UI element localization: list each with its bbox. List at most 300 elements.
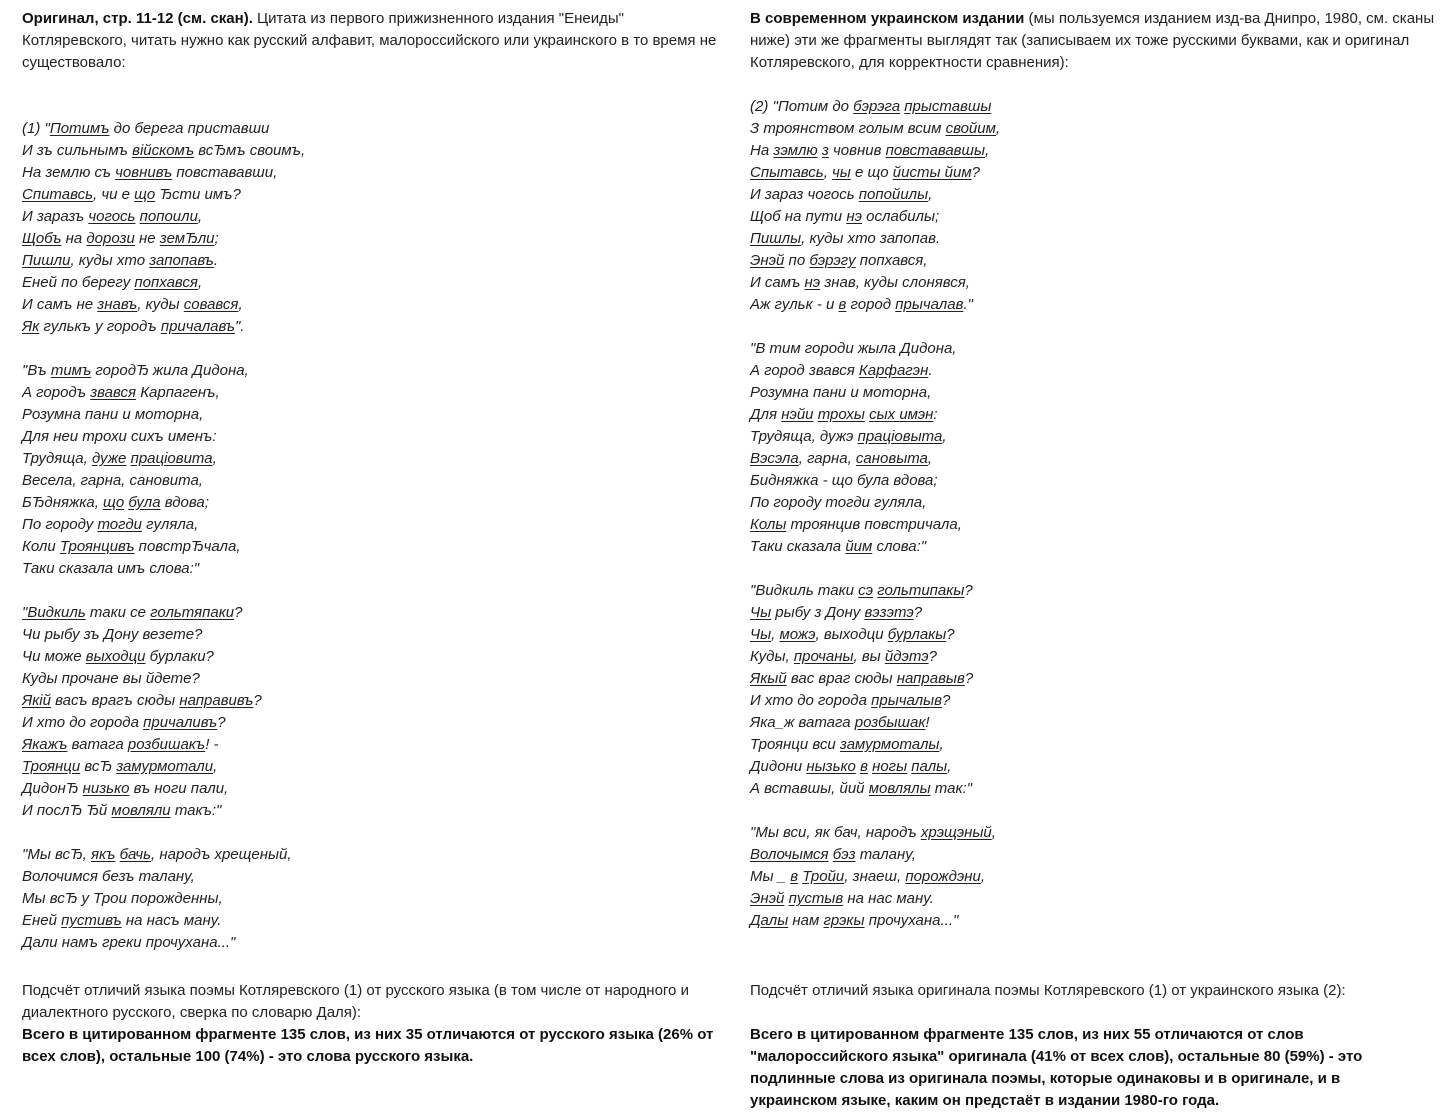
underlined-word: Тройи [802,868,845,885]
line-text: Трудяща, дужэ [750,428,858,445]
line-text: И хто до города [750,692,872,709]
poem-line [22,492,722,514]
poem-line [22,206,722,228]
line-text: Для [750,406,782,423]
underlined-word: можэ [779,626,816,643]
poem-line [22,800,722,822]
line-text: И самъ [750,274,805,291]
poem-line [750,734,1440,756]
line-text: , [823,164,833,181]
poem-line [750,888,1440,910]
line-text: ? [253,692,262,709]
line-text: , [771,626,780,643]
poem-line [750,690,1440,712]
line-text: А город звався [750,362,859,379]
poem-line [22,250,722,272]
stanza [22,602,722,822]
underlined-word: трохы [817,406,865,423]
underlined-word: замурмоталы [839,736,940,753]
line-text: "Мы всЂ, [22,846,92,863]
underlined-word: низько [82,780,130,797]
underlined-word: бэрэгу [809,252,856,269]
line-text: всЂ [80,758,117,775]
underlined-word: попойилы [858,186,929,203]
underlined-word: в [790,868,799,885]
line-text: Розумна пани и моторна, [22,406,204,423]
underlined-word: Потимъ [49,120,110,137]
underlined-word: що [103,494,125,511]
poem-line [22,558,722,580]
line-text: : [933,406,938,423]
poem-line [22,602,722,624]
underlined-word: свойим [945,120,996,137]
poem-line [750,338,1440,360]
line-text: Щоб на пути [750,208,847,225]
line-text: Ђсти имъ? [155,186,241,203]
poem-line [22,294,722,316]
underlined-word: Якажъ [22,736,68,753]
line-text: Коли [22,538,60,555]
right-poem [750,96,1440,932]
line-text: човнив [828,142,886,159]
underlined-word: Якый [750,670,787,687]
underlined-word: Далы [750,912,789,929]
underlined-word: ногы [872,758,908,775]
line-text: ! - [205,736,219,753]
underlined-word: Спитавсь [22,186,93,203]
poem-line [22,360,722,382]
line-text: , [942,428,947,445]
stanza [22,118,722,338]
stanza [750,338,1440,558]
poem-line [750,602,1440,624]
poem-line [750,360,1440,382]
underlined-word: выходци [85,648,146,665]
line-text: городЂ жила Дидона, [91,362,249,379]
line-text: гулькъ у городъ [39,318,161,335]
line-text: Весела, гарна, сановита, [22,472,203,489]
underlined-word: пустыв [788,890,844,907]
underlined-word: сановыта [855,450,928,467]
left-summary-text: Подсчёт отличий языка поэмы Котляревского (1) от русского языка (в том числе от народного и диалектного русского, сверка по словарю Даля): [22,982,689,1021]
line-text: , [238,296,243,313]
poem-line [750,184,1440,206]
poem-line [750,844,1440,866]
underlined-word: працiовита [130,450,213,467]
line-text: И послЂ Ђй [22,802,112,819]
line-text: Мы всЂ у Трои порожденны, [22,890,223,907]
line-text: ? [971,164,980,181]
underlined-word: зэмлю [773,142,818,159]
line-text: Куды прочане вы йдете? [22,670,200,687]
line-text: не [134,230,160,247]
poem-line [750,382,1440,404]
line-text: , [212,450,217,467]
underlined-word: дуже [91,450,127,467]
poem-line [750,778,1440,800]
line-text: З троянством голым всим [750,120,946,137]
line-text: , выходци [815,626,888,643]
poem-line [750,162,1440,184]
line-text: ватага [67,736,128,753]
poem-line [22,932,722,954]
line-text: , [995,120,1001,137]
line-text: . [213,252,219,269]
underlined-word: човнивъ [115,164,173,181]
underlined-word: Карфагэн [858,362,929,379]
poem-line [750,250,1440,272]
underlined-word: Колы [750,516,787,533]
line-text: По городу тогди гуляла, [750,494,927,511]
right-summary-bold: Всего в цитированном фрагменте 135 слов, из них 55 отличаются от слов "малороссийского языка" оригинала (41% от всех слов), остальные 80 (59%) - это подлинные слова из оригинала поэмы, которые одинаковы и в оригинале, и в украинском языке, каким он предстаёт в издании 1980-го года. [750,1026,1363,1109]
poem-line [750,866,1440,888]
line-text: , [939,736,944,753]
line-text: , [197,208,203,225]
underlined-word: була [128,494,161,511]
underlined-word: Пишлы [750,230,802,247]
poem-line [22,756,722,778]
underlined-word: знавъ [97,296,138,313]
poem-line [22,382,722,404]
right-column [750,8,1440,932]
line-text: , знаеш, [844,868,906,885]
poem-line [22,844,722,866]
right-intro-title: В современном украинском издании [750,10,1025,27]
poem-line [750,118,1440,140]
line-text: Таки сказала имъ слова:" [22,560,200,577]
underlined-word: попоили [139,208,198,225]
stanza [750,580,1440,800]
line-text: , [213,758,218,775]
underlined-word: запопавъ [149,252,214,269]
line-text: Карпагенъ, [136,384,220,401]
underlined-word: якъ [91,846,116,863]
line-text: И хто до города [22,714,144,731]
poem-line [750,294,1440,316]
underlined-word: сых имэн [869,406,934,423]
underlined-word: йим [845,538,873,555]
line-text: Куды, [750,648,794,665]
poem-line [750,756,1440,778]
line-text: ДидонЂ [22,780,83,797]
underlined-word: розбишакъ [127,736,206,753]
line-text: Дидони [750,758,807,775]
poem-line [22,272,722,294]
underlined-word: бачь [119,846,152,863]
poem-line [22,668,722,690]
poem-line [22,866,722,888]
left-poem [22,118,722,954]
right-summary-text: Подсчёт отличий языка оригинала поэмы Котляревского (1) от украинского языка (2): [750,982,1346,999]
poem-line [750,228,1440,250]
line-text: васъ врагъ сюды [50,692,180,709]
poem-line [22,470,722,492]
stanza [22,360,722,580]
poem-line [22,228,722,250]
poem-line [22,184,722,206]
line-text: Трудяща, [22,450,92,467]
line-text: , [991,824,996,841]
line-text: ; [214,230,219,247]
underlined-word: йдэтэ [884,648,929,665]
underlined-word: пустивъ [61,912,122,929]
poem-line [750,536,1440,558]
poem-line [750,910,1440,932]
stanza [750,96,1440,316]
line-text: ослабилы; [861,208,940,225]
line-text: И зъ сильнымъ [22,142,133,159]
line-text: Волочимся безъ талану, [22,868,195,885]
line-text: Таки сказала [750,538,846,555]
underlined-word: звався [90,384,137,401]
line-text: Чи рыбу зъ Дону везете? [22,626,203,643]
line-text: Яка_ж ватага [750,714,855,731]
line-text: на нас ману. [843,890,934,907]
underlined-word: направыв [896,670,965,687]
line-text: И зараз чогось [750,186,859,203]
line-text: Еней [22,912,62,929]
line-text: , [947,758,952,775]
line-text: , вы [853,648,885,665]
line-text: прочухана..." [864,912,959,929]
underlined-word: нэйи [781,406,814,423]
line-text: троянцив повстричала, [786,516,962,533]
underlined-word: чогось [88,208,136,225]
underlined-word: "Видкиль [22,604,86,621]
line-text: вдова; [160,494,209,511]
underlined-word: прыставшы [904,98,992,115]
line-text: , [197,274,203,291]
left-intro-title: Оригинал, стр. 11-12 (см. скан). [22,10,253,27]
line-text: По городу [22,516,98,533]
underlined-word: Чы [750,626,772,643]
underlined-word: працiовыта [857,428,943,445]
underlined-word: Вэсэла [750,450,799,467]
left-intro [22,8,722,74]
underlined-word: вэзэтэ [864,604,914,621]
line-text: ? [234,604,243,621]
underlined-word: чы [832,164,851,181]
underlined-word: попхався [134,274,198,291]
line-text: ? [928,648,937,665]
line-text: "Мы вси, як бач, народъ [750,824,921,841]
line-text: повстававши, [172,164,278,181]
line-text: ? [942,692,951,709]
poem-line [22,690,722,712]
underlined-word: хрэщэный [920,824,992,841]
line-text: попхався, [855,252,928,269]
line-text: На [750,142,774,159]
underlined-word: Як [22,318,40,335]
line-text: гуляла, [141,516,199,533]
poem-line [750,426,1440,448]
underlined-word: йисты йим [892,164,972,181]
line-text: . [928,362,933,379]
left-summary-bold: Всего в цитированном фрагменте 135 слов, из них 35 отличаются от русского языка (26% от всех слов), остальные 100 (74%) - это слова русского языка. [22,1026,714,1065]
poem-line [22,712,722,734]
underlined-word: в [838,296,847,313]
line-text: А городъ [22,384,91,401]
line-text: Для неи трохи сихъ именъ: [22,428,217,445]
stanza [22,844,722,954]
line-text: ? [913,604,923,621]
line-text: , куды хто [70,252,150,269]
stanza [750,822,1440,932]
line-text: ". [234,318,245,335]
line-text: ? [217,714,226,731]
poem-line [750,272,1440,294]
line-text: знав, куды слонявся, [820,274,970,291]
underlined-word: земЂли [159,230,215,247]
line-text: "В тим городи жыла Дидона, [750,340,957,357]
poem-line [750,140,1440,162]
underlined-word: причаливъ [143,714,218,731]
line-text: слова:" [872,538,927,555]
line-text: так:" [930,780,973,797]
poem-line [22,624,722,646]
line-text: на [61,230,87,247]
poem-line [22,888,722,910]
underlined-word: причалавъ [160,318,235,335]
line-text: бурлаки? [145,648,214,665]
underlined-word: Энэй [750,252,785,269]
underlined-word: нызько [806,758,856,775]
underlined-word: повстававшы [885,142,986,159]
underlined-word: Чы [750,604,772,621]
poem-line [750,580,1440,602]
poem-line [750,624,1440,646]
line-text: город [846,296,896,313]
poem-line [22,316,722,338]
underlined-word: порождэни [905,868,981,885]
underlined-word: совався [183,296,239,313]
underlined-word: Энэй [750,890,785,907]
poem-line [22,118,722,140]
line-text: И заразъ [22,208,89,225]
line-text: всЂмъ своимъ, [194,142,306,159]
underlined-word: прычалыв [871,692,942,709]
line-text: , чи е [93,186,135,203]
line-text: Аж гульк - и [750,296,839,313]
underlined-word: в [860,758,868,775]
underlined-word: Пишли [22,252,71,269]
line-text: въ ноги пали, [129,780,229,797]
underlined-word: прочаны [793,648,854,665]
poem-line [750,96,1440,118]
poem-line [22,514,722,536]
line-text: , [980,868,986,885]
underlined-word: бурлакы [887,626,947,643]
underlined-word: Волочымся [750,846,829,863]
underlined-word: Спытавсь [750,164,824,181]
underlined-word: з [821,142,829,159]
poem-line [22,734,722,756]
line-text: Троянци вси [750,736,840,753]
underlined-word: Якій [22,692,51,709]
poem-line [22,536,722,558]
line-text: е що [850,164,893,181]
poem-line [22,778,722,800]
line-text: На землю съ [22,164,116,181]
line-text: ." [963,296,973,313]
poem-line [22,404,722,426]
underlined-word: бэз [832,846,856,863]
underlined-word: грэкы [823,912,865,929]
line-text: Еней по берегу [22,274,135,291]
line-text: А вставшы, йий [750,780,869,797]
line-text: Чи може [22,648,86,665]
line-text: , гарна, [798,450,856,467]
line-text: , народъ хрещеный, [151,846,292,863]
line-text: рыбу з Дону [771,604,865,621]
line-text: (2) "Потим до [750,98,854,115]
underlined-word: прычалав [895,296,964,313]
underlined-word: бэрэга [853,98,901,115]
line-text: , куды хто запопав. [801,230,941,247]
line-text: БЂдняжка, [22,494,104,511]
poem-line [22,426,722,448]
poem-line [22,140,722,162]
line-text: до берега приставши [109,120,270,137]
underlined-word: замурмотали [116,758,214,775]
underlined-word: що [134,186,156,203]
line-text: по [784,252,810,269]
underlined-word: тимъ [50,362,92,379]
poem-line [750,206,1440,228]
underlined-word: Троянцивъ [59,538,135,555]
line-text: "Видкиль таки [750,582,859,599]
line-text: Мы _ [750,868,791,885]
line-text: , [927,450,933,467]
underlined-word: мовляли [111,802,171,819]
underlined-word: Щобъ [22,230,62,247]
line-text: , [928,186,933,203]
line-text: вас враг сюды [786,670,897,687]
poem-line [750,448,1440,470]
poem-line [22,448,722,470]
underlined-word: дорози [86,230,135,247]
line-text: ? [964,670,974,687]
line-text: ? [964,582,973,599]
right-intro [750,8,1440,74]
line-text: на насъ ману. [121,912,222,929]
right-summary [750,980,1410,1112]
underlined-word: сэ [858,582,874,599]
line-text: ! [925,714,930,731]
line-text: ? [946,626,955,643]
poem-line [750,822,1440,844]
line-text: (1) " [22,120,50,137]
poem-line [22,162,722,184]
underlined-word: палы [911,758,948,775]
line-text: повстрЂчала, [134,538,241,555]
line-text: Бидняжка - що була вдова; [750,472,938,489]
line-text: Розумна пани и моторна, [750,384,932,401]
poem-line [750,668,1440,690]
underlined-word: війскомъ [132,142,195,159]
underlined-word: направивъ [179,692,254,709]
underlined-word: тогди [97,516,142,533]
underlined-word: розбышак [854,714,926,731]
line-text: И самъ не [22,296,98,313]
poem-line [750,470,1440,492]
line-text: , куды [137,296,184,313]
underlined-word: мовлялы [868,780,931,797]
line-text: , [985,142,990,159]
line-text: нам [788,912,824,929]
underlined-word: нэ [804,274,821,291]
line-text: талану, [855,846,916,863]
